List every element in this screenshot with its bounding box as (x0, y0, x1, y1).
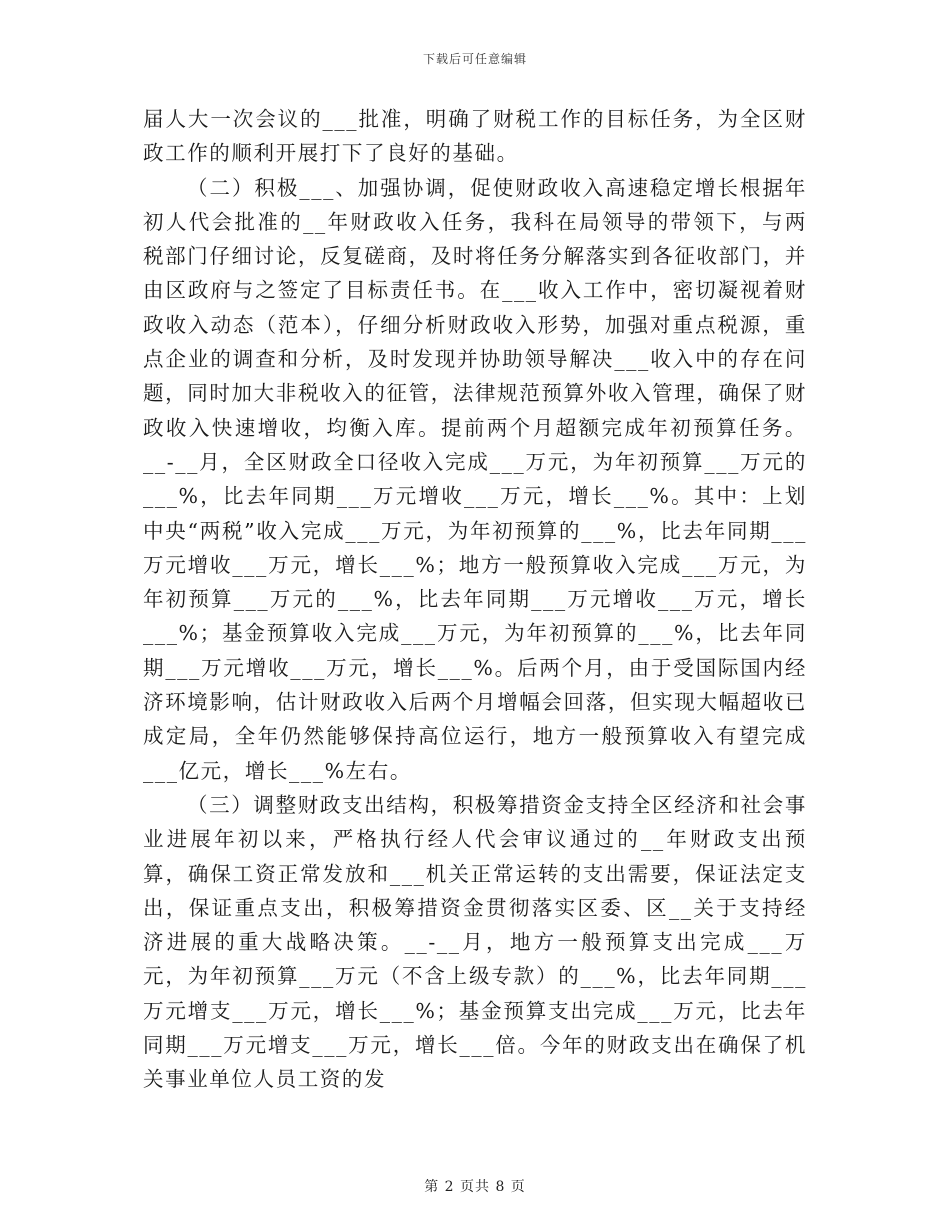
body-paragraph-section-2: （二）积极___、加强协调，促使财政收入高速稳定增长根据年初人代会批准的__年财政收入任务，我科在局领导的带领下，与两税部门仔细讨论，反复磋商，及时将任务分解落实到各征收部门，并由区政府与之签定了目标责任书。在___收入工作中，密切凝视着财政收入动态（范本），仔细分析财政收入形势，加强对重点税源，重点企业的调查和分析，及时发现并协助领导解决___收入中的存在问题，同时加大非税收入的征管，法律规范预算外收入管理，确保了财政收入快速增收，均衡入库。提前两个月超额完成年初预算任务。__-__月，全区财政全口径收入完成___万元，为年初预算___万元的___%，比去年同期___万元增收___万元，增长___%。其中：上划中央“两税”收入完成___万元，为年初预算的___%，比去年同期___万元增收___万元，增长___%；地方一般预算收入完成___万元，为年初预算___万元的___%，比去年同期___万元增收___万元，增长___%；基金预算收入完成___万元，为年初预算的___%，比去年同期___万元增收___万元，增长___%。后两个月，由于受国际国内经济环境影响，估计财政收入后两个月增幅会回落，但实现大幅超收已成定局，全年仍然能够保持高位运行，地方一般预算收入有望完成___亿元，增长___%左右。 (143, 175, 807, 783)
body-paragraph-continuation: 届人大一次会议的___批准，明确了财税工作的目标任务，为全区财政工作的顺利开展打下了良好的基础。 (143, 107, 807, 166)
page-header-note: 下载后可任意编辑 (422, 52, 527, 66)
document-body (143, 102, 807, 1097)
page-number: 第 2 页共 8 页 (424, 1179, 526, 1195)
body-paragraph-section-3: （三）调整财政支出结构，积极筹措资金支持全区经济和社会事业进展年初以来，严格执行经人代会审议通过的__年财政支出预算，确保工资正常发放和___机关正常运转的支出需要，保证法定支出，保证重点支出，积极筹措资金贯彻落实区委、区__关于支持经济进展的重大战略决策。__-__月，地方一般预算支出完成___万元，为年初预算___万元（不含上级专款）的___%，比去年同期___万元增支___万元，增长___%；基金预算支出完成___万元，比去年同期___万元增支___万元，增长___倍。今年的财政支出在确保了机关事业单位人员工资的发 (143, 792, 807, 1092)
